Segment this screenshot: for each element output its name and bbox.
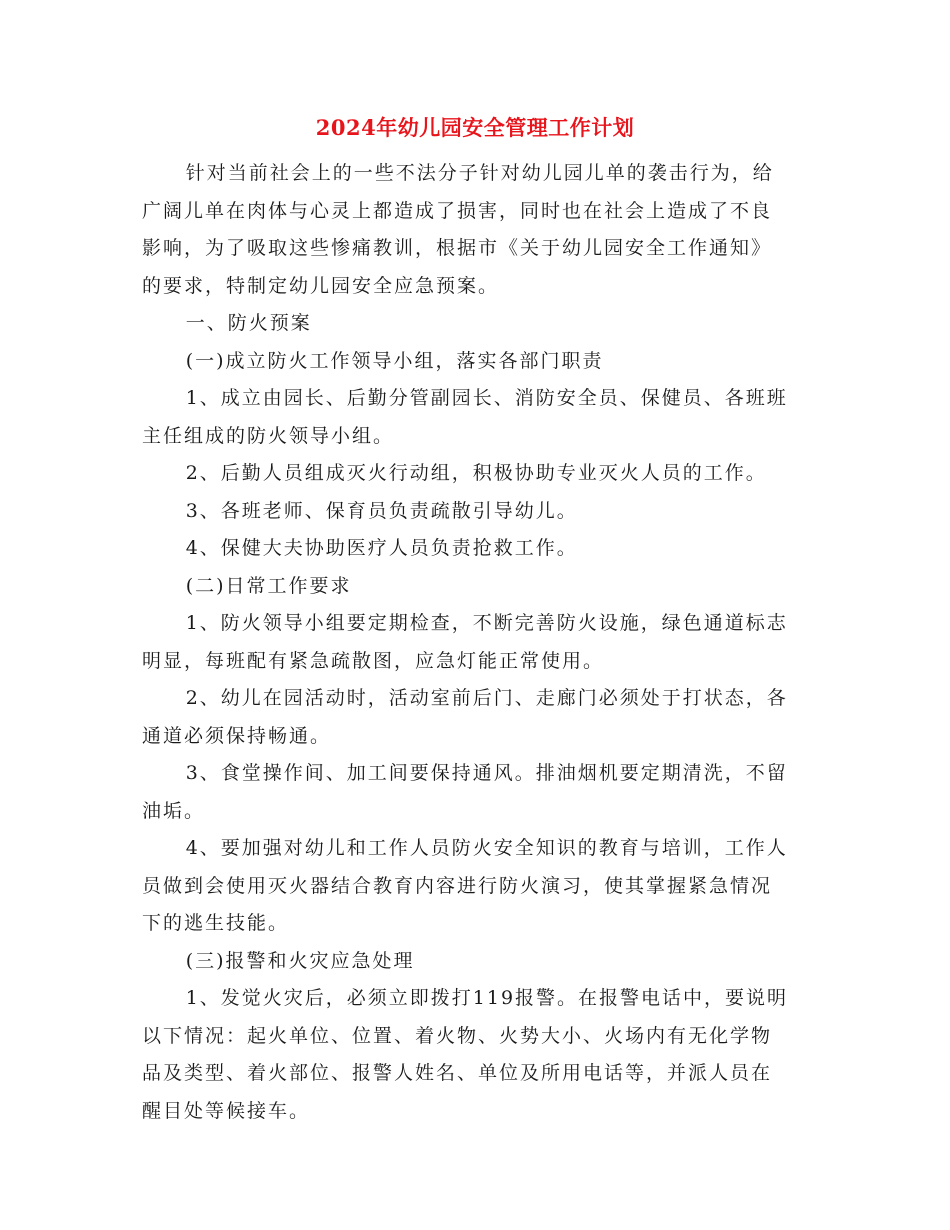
paragraph-line: (一)成立防火工作领导小组，落实各部门职责 bbox=[185, 349, 604, 372]
paragraph-line: 2、后勤人员组成灭火行动组，积极协助专业灭火人员的工作。 bbox=[185, 462, 767, 484]
paragraph bbox=[142, 455, 812, 493]
paragraph-line: 以下情况：起火单位、位置、着火物、火势大小、火场内有无化学物 bbox=[142, 1024, 773, 1047]
paragraph bbox=[142, 980, 812, 1130]
paragraph-line: 油垢。 bbox=[142, 799, 206, 822]
paragraph-line: 1、防火领导小组要定期检查，不断完善防火设施，绿色通道标志 bbox=[185, 612, 788, 634]
paragraph-line: 下的逃生技能。 bbox=[142, 912, 290, 934]
paragraph bbox=[142, 755, 812, 830]
paragraph bbox=[142, 493, 812, 531]
paragraph-line: (三)报警和火灾应急处理 bbox=[185, 949, 415, 972]
paragraph-line: 3、各班老师、保育员负责疏散引导幼儿。 bbox=[185, 499, 578, 522]
paragraph bbox=[142, 830, 812, 943]
paragraph-line: 品及类型、着火部位、报警人姓名、单位及所用电话等，并派人员在 bbox=[142, 1062, 773, 1084]
paragraph-line: 广阔儿单在肉体与心灵上都造成了损害，同时也在社会上造成了不良 bbox=[142, 199, 773, 222]
paragraph-line: 1、成立由园长、后勤分管副园长、消防安全员、保健员、各班班 bbox=[185, 387, 788, 409]
paragraph bbox=[142, 155, 812, 305]
paragraph bbox=[142, 605, 812, 680]
paragraph bbox=[142, 530, 812, 568]
paragraph-line: 主任组成的防火领导小组。 bbox=[142, 424, 395, 447]
paragraph-line: 的要求，特制定幼儿园安全应急预案。 bbox=[142, 274, 500, 297]
paragraph bbox=[142, 305, 812, 343]
paragraph-line: 4、要加强对幼儿和工作人员防火安全知识的教育与培训，工作人 bbox=[185, 837, 788, 859]
paragraph-line: 2、幼儿在园活动时，活动室前后门、走廊门必须处于打状态，各 bbox=[185, 687, 788, 709]
paragraph-line: (二)日常工作要求 bbox=[185, 574, 352, 597]
paragraph-line: 4、保健大夫协助医疗人员负责抢救工作。 bbox=[185, 537, 578, 559]
paragraph bbox=[142, 568, 812, 606]
document-body bbox=[142, 155, 812, 1130]
paragraph-line: 3、食堂操作间、加工间要保持通风。排油烟机要定期清洗，不留 bbox=[185, 762, 788, 784]
paragraph-line: 1、发觉火灾后，必须立即拨打119报警。在报警电话中，要说明 bbox=[185, 987, 789, 1009]
paragraph-line: 通道必须保持畅通。 bbox=[142, 724, 332, 747]
paragraph-line: 针对当前社会上的一些不法分子针对幼儿园儿单的袭击行为，给 bbox=[185, 162, 774, 184]
paragraph bbox=[142, 343, 812, 381]
paragraph-line: 明显，每班配有紧急疏散图，应急灯能正常使用。 bbox=[142, 649, 605, 672]
paragraph-line: 醒目处等候接车。 bbox=[142, 1099, 311, 1122]
document-title: 2024年幼儿园安全管理工作计划 bbox=[315, 115, 635, 140]
paragraph bbox=[142, 380, 812, 455]
paragraph-line: 影响，为了吸取这些惨痛教训，根据市《关于幼儿园安全工作通知》 bbox=[142, 237, 773, 259]
paragraph-line: 一、防火预案 bbox=[185, 312, 312, 334]
paragraph-line: 员做到会使用灭火器结合教育内容进行防火演习，使其掌握紧急情况 bbox=[142, 874, 773, 897]
paragraph bbox=[142, 943, 812, 981]
paragraph bbox=[142, 680, 812, 755]
